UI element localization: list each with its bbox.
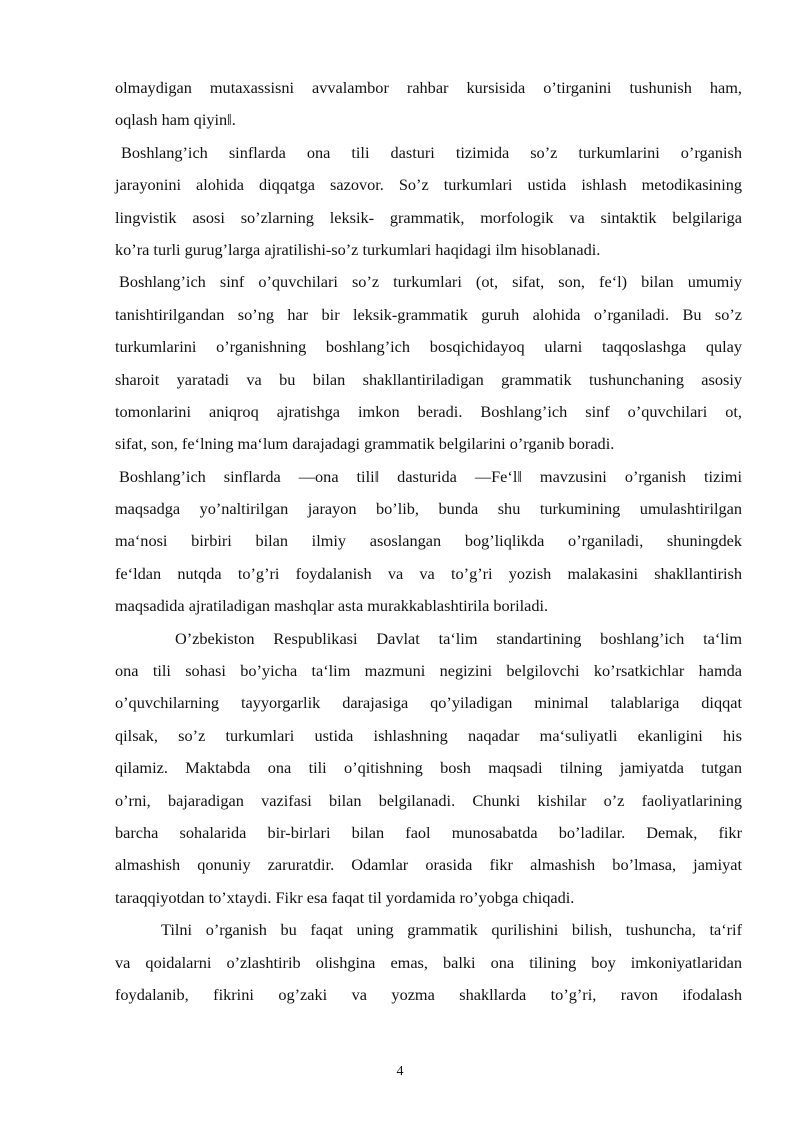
text-line: sifat, son, fe‘lning ma‘lum darajadagi grammatik belgilarini o’rganib boradi. xyxy=(115,434,615,454)
text-line: turkumlarini o’rganishning boshlang’ich bosqichidayoq ularni taqqoslashga qulay xyxy=(115,337,742,357)
text-line: fe‘ldan nutqda to’g’ri foydalanish va va to’g’ri yozish malakasini shakllantirish xyxy=(115,563,742,583)
text-line: o’rni, bajaradigan vazifasi bilan belgilanadi. Chunki kishilar o’z faoliyatlarining xyxy=(115,790,742,810)
text-line: maqsadga yo’naltirilgan jarayon bo’lib, bunda shu turkumining umulashtirilgan xyxy=(115,499,742,519)
text-line: barcha sohalarida bir-birlari bilan faol munosabatda bo’ladilar. Demak, fikr xyxy=(115,822,742,842)
text-line: tomonlarini aniqroq ajratishga imkon beradi. Boshlang’ich sinf o’quvchilari ot, xyxy=(115,401,742,421)
text-line: Boshlang’ich sinflarda ―ona tili‖ dasturida ―Fe‘l‖ mavzusini o’rganish tizimi xyxy=(119,466,742,486)
text-line: O’zbekiston Respublikasi Davlat ta‘lim standartining boshlang’ich ta‘lim xyxy=(175,628,742,648)
text-line: olmaydigan mutaxassisni avvalambor rahbar kursisida o’tirganini tushunish ham, xyxy=(115,78,742,97)
text-line: qilamiz. Maktabda ona tili o’qitishning bosh maqsadi tilning jamiyatda tutgan xyxy=(115,758,742,778)
text-line: oqlash ham qiyin‖. xyxy=(115,110,236,130)
text-line: jarayonini alohida diqqatga sazovor. So’z turkumlari ustida ishlash metodikasining xyxy=(115,175,742,195)
text-line: Boshlang’ich sinflarda ona tili dasturi tizimida so’z turkumlarini o’rganish xyxy=(121,142,742,162)
text-line: ma‘nosi birbiri bilan ilmiy asoslangan bog’liqlikda o’rganiladi, shuningdek xyxy=(115,531,742,551)
text-line: Tilni o’rganish bu faqat uning grammatik qurilishini bilish, tushuncha, ta‘rif xyxy=(161,920,742,940)
text-line: ona tili sohasi bo’yicha ta‘lim mazmuni negizini belgilovchi ko’rsatkichlar hamda xyxy=(115,661,742,681)
document-page xyxy=(115,72,742,1011)
text-line: taraqqiyotdan to’xtaydi. Fikr esa faqat til yordamida ro’yobga chiqadi. xyxy=(115,887,575,907)
text-line: va qoidalarni o’zlashtirib olishgina emas, balki ona tilining boy imkoniyatlaridan xyxy=(115,952,742,972)
text-line: maqsadida ajratiladigan mashqlar asta murakkablashtirila boriladi. xyxy=(115,596,549,616)
text-line: sharoit yaratadi va bu bilan shakllantiriladigan grammatik tushunchaning asosiy xyxy=(115,369,742,389)
text-line: foydalanib, fikrini og’zaki va yozma shakllarda to’g’ri, ravon ifodalash xyxy=(115,984,742,1004)
text-line: ko’ra turli gurug’larga ajratilishi-so’z turkumlari haqidagi ilm hisoblanadi. xyxy=(115,239,601,259)
text-line: almashish qonuniy zaruratdir. Odamlar orasida fikr almashish bo’lmasa, jamiyat xyxy=(115,855,742,875)
text-line: Boshlang’ich sinf o’quvchilari so’z turkumlari (ot, sifat, son, fe‘l) bilan umumiy xyxy=(119,272,742,292)
text-line: qilsak, so’z turkumlari ustida ishlashning naqadar ma‘suliyatli ekanligini his xyxy=(115,725,742,745)
text-line: lingvistik asosi so’zlarning leksik- grammatik, morfologik va sintaktik belgilariga xyxy=(115,207,742,227)
text-line: tanishtirilgandan so’ng har bir leksik-grammatik guruh alohida o’rganiladi. Bu so’z xyxy=(115,304,742,324)
text-line: o’quvchilarning tayyorgarlik darajasiga qo’yiladigan minimal talablariga diqqat xyxy=(115,693,742,713)
page-number: 4 xyxy=(396,1064,404,1079)
